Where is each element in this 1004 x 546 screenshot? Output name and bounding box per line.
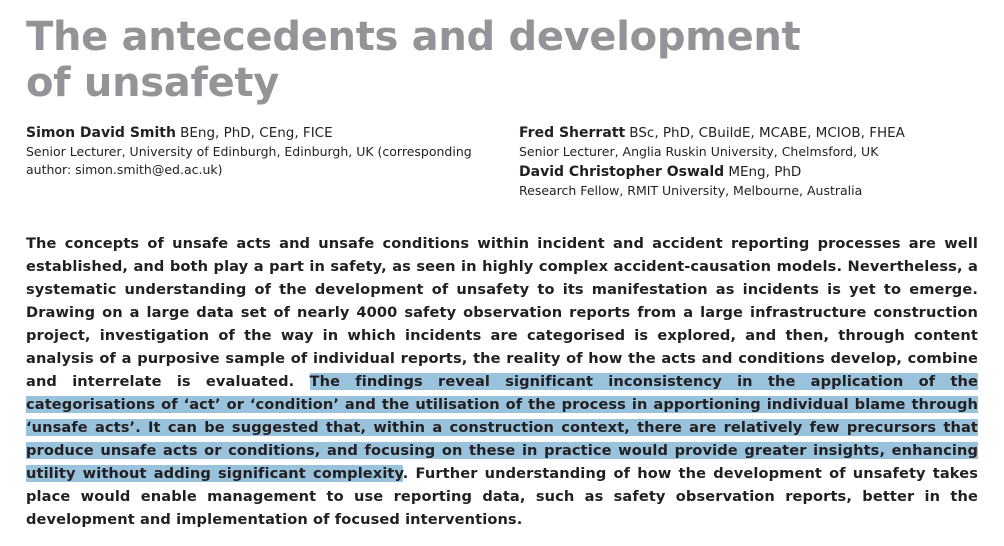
author-credentials: MEng, PhD [728, 164, 802, 180]
author-affiliation: Senior Lecturer, University of Edinburgh, Edinburgh, UK (corresponding [26, 144, 472, 159]
author-affiliation-contact: author: simon.smith@ed.ac.uk) [26, 162, 223, 177]
title-line-1: The antecedents and development [26, 14, 801, 60]
author-affiliation: Research Fellow, RMIT University, Melbourne, Australia [519, 183, 863, 198]
author-name: Simon David Smith [26, 125, 176, 141]
author-block-oswald [519, 163, 989, 200]
author-block-smith [26, 124, 496, 179]
author-affiliation: Senior Lecturer, Anglia Ruskin University, Chelmsford, UK [519, 144, 879, 159]
paper-title [26, 14, 800, 106]
author-credentials: BEng, PhD, CEng, FICE [180, 125, 333, 141]
author-name: Fred Sherratt [519, 125, 626, 141]
author-credentials: BSc, PhD, CBuildE, MCABE, MCIOB, FHEA [629, 125, 905, 141]
selected-text-highlight[interactable]: The findings reveal significant inconsistency in the application of the categorisations of ‘act’ or ‘condition’ and the utilisation of the process in apportioning individual blame through ‘unsafe acts’. It can be suggested that, within a construction context, there are relatively few precursors that produce unsafe acts or conditions, and focusing on these in practice would provide greater insights, enhancing utility without adding significant complexity [26, 373, 979, 482]
author-block-sherratt [519, 124, 989, 161]
author-name: David Christopher Oswald [519, 164, 725, 180]
abstract-text-after: . Further understanding of how the development of unsafety takes place would enable management to use reporting data, such as safety observation reports, better in the development and implementation of focused interventions. [26, 465, 978, 528]
abstract[interactable] [26, 232, 978, 531]
abstract-text-before: The concepts of unsafe acts and unsafe conditions within incident and accident reporting processes are well established, and both play a part in safety, as seen in highly complex accident-causation models. Nevertheless, a systematic understanding of the development of unsafety to its manifestation as incidents is yet to emerge. Drawing on a large data set of nearly 4000 safety observation reports from a large infrastructure construction project, investigation of the way in which incidents are categorised is explored, and then, through content analysis of a purposive sample of individual reports, the reality of how the acts and conditions develop, combine and interrelate is evaluated. [26, 235, 978, 390]
title-line-2: of unsafety [26, 60, 279, 106]
